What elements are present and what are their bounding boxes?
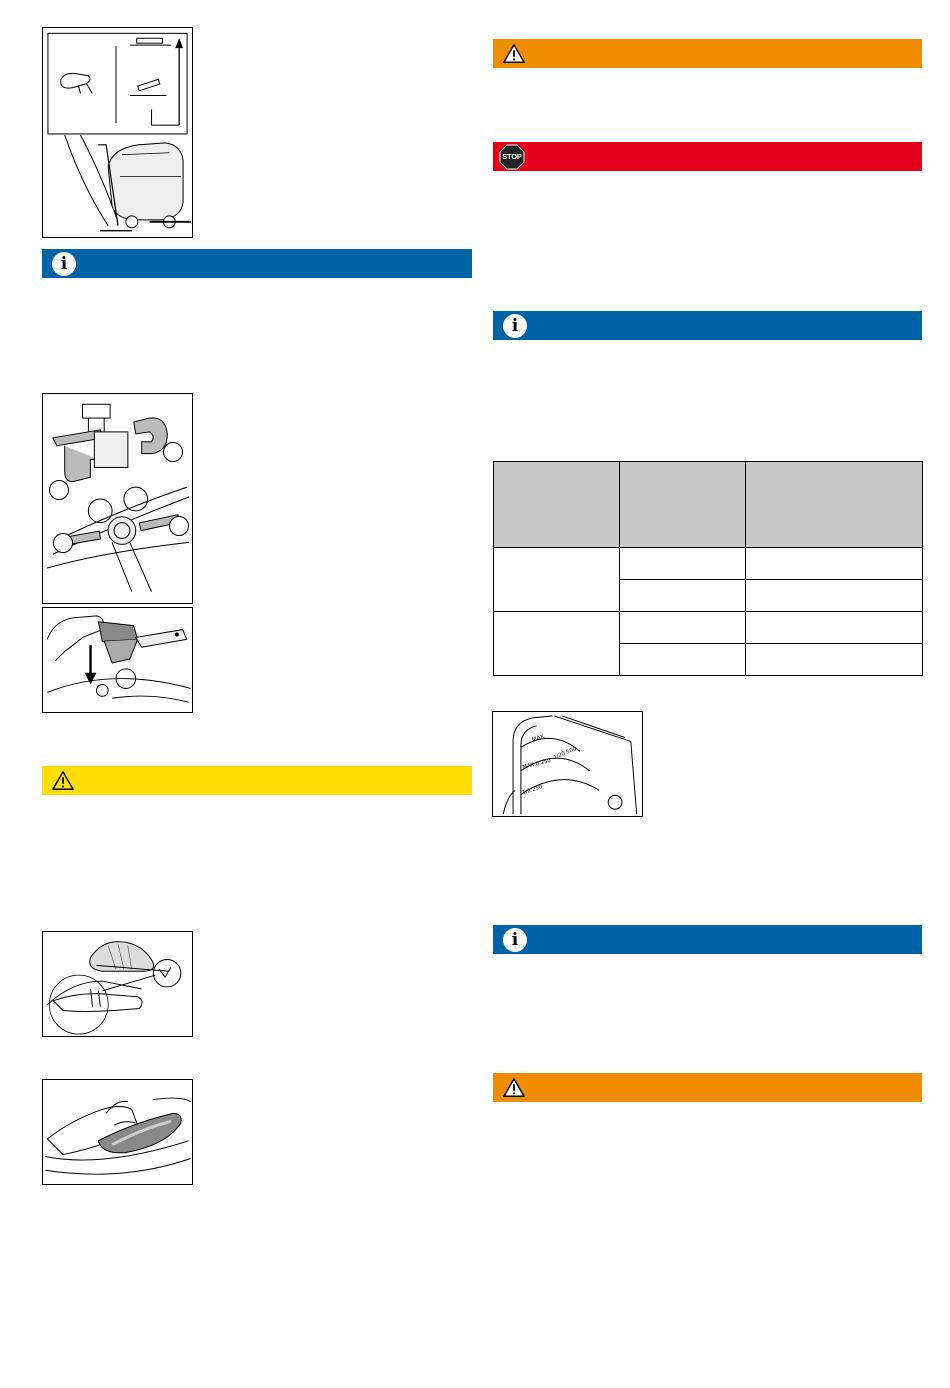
caution-banner <box>42 766 472 795</box>
table-cell <box>620 580 746 612</box>
info-banner <box>42 249 472 278</box>
warning-banner <box>493 39 922 68</box>
figure-squeegee-press <box>42 607 193 713</box>
info-banner <box>493 925 922 954</box>
table-cell <box>494 612 620 676</box>
table-cell <box>620 644 746 676</box>
pedal-diagram <box>43 28 192 237</box>
info-icon: i <box>52 252 76 276</box>
table-cell <box>620 612 746 644</box>
squeegee-mount-diagram <box>43 394 192 603</box>
callout-marker <box>53 533 73 553</box>
info-icon: i <box>503 928 527 952</box>
warning-triangle-icon <box>503 43 525 65</box>
warning-banner <box>493 1073 922 1102</box>
warning-triangle-icon <box>503 1077 525 1099</box>
dosing-mark-label: 1/2.250 <box>521 784 544 797</box>
figure-tank-level <box>42 931 193 1037</box>
table-row <box>494 612 923 644</box>
table-cell <box>746 580 923 612</box>
table-header-row <box>494 462 923 548</box>
table-header-cell <box>494 462 620 548</box>
stop-sign-icon <box>499 144 525 170</box>
info-banner <box>493 311 922 340</box>
warning-triangle-icon <box>52 770 74 792</box>
tank-level-diagram <box>43 932 192 1036</box>
stop-banner <box>493 142 922 171</box>
squeegee-press-diagram <box>43 608 192 712</box>
stop-sign-label: STOP <box>502 152 522 161</box>
info-icon: i <box>503 314 527 338</box>
callout-marker <box>49 480 69 500</box>
callout-marker <box>169 516 189 536</box>
dosing-mark-label: MAX.0.250 <box>521 757 552 771</box>
table-cell <box>746 612 923 644</box>
table-cell <box>620 548 746 580</box>
dosing-scale-diagram <box>493 712 642 816</box>
hand-tray-diagram <box>43 1080 192 1184</box>
table-header-cell <box>620 462 746 548</box>
table-cell <box>746 644 923 676</box>
dosing-mark-label: 1/20.500 <box>552 746 578 761</box>
table-row <box>494 548 923 580</box>
callout-marker <box>163 442 183 462</box>
table-cell <box>746 548 923 580</box>
figure-dosing-marks <box>492 711 643 817</box>
spec-table <box>493 461 923 676</box>
figure-squeegee-mount <box>42 393 193 604</box>
figure-pedal-lift <box>42 27 193 238</box>
figure-hand-tray <box>42 1079 193 1185</box>
table-header-cell <box>746 462 923 548</box>
table-cell <box>494 548 620 612</box>
dosing-mark-label: MAX. <box>531 733 547 744</box>
